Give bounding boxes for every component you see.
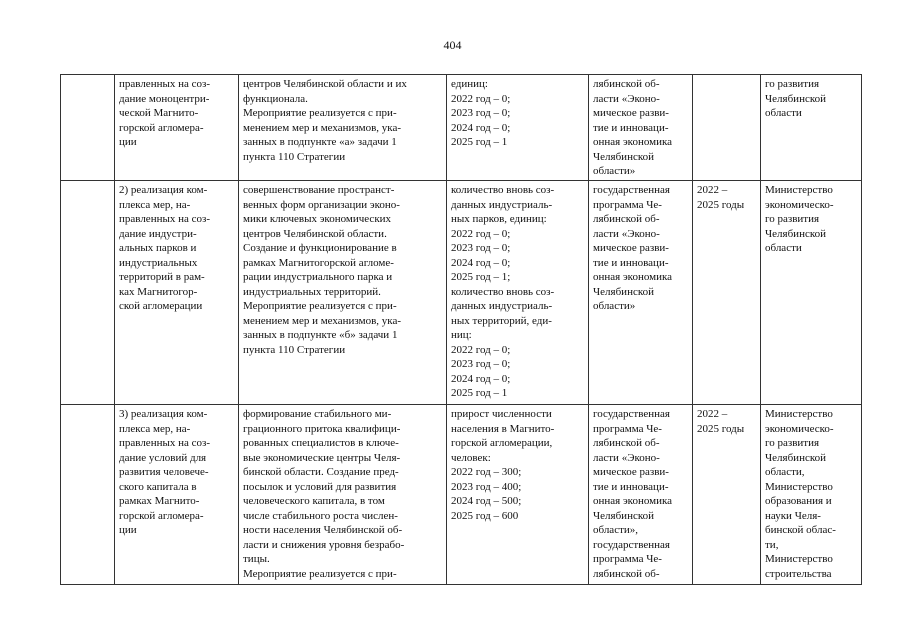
cell-line: грационного притока квалифици-	[243, 422, 401, 435]
cell-line: правленных на соз-	[119, 437, 211, 449]
cell-task	[115, 405, 239, 585]
cell-line: вые экономические центры Челя-	[243, 451, 401, 464]
cell-line: менением мер и механизмов, ука-	[243, 121, 401, 134]
cell-line: ции	[119, 136, 137, 148]
cell-line: го развития	[765, 213, 820, 225]
cell-indicator	[447, 75, 589, 181]
cell-line: го развития	[765, 78, 820, 90]
cell-line: Министерство	[765, 184, 833, 196]
cell-line: мическое разви-	[593, 242, 669, 254]
cell-line: ласти «Эконо-	[593, 451, 660, 464]
cell-line: Министерство	[765, 553, 833, 565]
cell-task	[115, 75, 239, 181]
cell-line: Челябинской	[765, 92, 827, 105]
cell-line: ниц:	[451, 329, 472, 341]
table-row	[61, 405, 862, 585]
cell-task	[115, 181, 239, 405]
cell-line: ных парков, единиц:	[451, 213, 547, 225]
cell-line: онная экономика	[593, 495, 673, 507]
cell-measure	[239, 75, 447, 181]
cell-line: программа Че-	[593, 198, 662, 211]
cell-line: бинской области. Создание пред-	[243, 466, 399, 478]
cell-line: занных в подпункте «а» задачи 1	[243, 136, 397, 148]
cell-line: лябинской об-	[593, 567, 660, 580]
cell-line: 2025 год – 600	[451, 509, 519, 522]
cell-line: Создание и функционирование в	[243, 242, 397, 254]
cell-line: единиц:	[451, 78, 488, 90]
cell-line: ти,	[765, 538, 779, 551]
cell-line: науки Челя-	[765, 509, 821, 522]
cell-line: ческой Магнито-	[119, 107, 199, 119]
cell-line: Министерство	[765, 480, 833, 493]
cell-line: го развития	[765, 437, 820, 449]
cell-line: онная экономика	[593, 136, 673, 148]
cell-executor	[761, 75, 862, 181]
cell-line: 2023 год – 0;	[451, 358, 511, 370]
cell-line: 2) реализация ком-	[119, 184, 208, 196]
cell-line: ции	[119, 524, 137, 536]
cell-line: 2024 год – 0;	[451, 372, 511, 385]
cell-line: лябинской об-	[593, 213, 660, 225]
cell-line: человек:	[451, 451, 491, 464]
cell-line: индустриальных	[119, 256, 198, 269]
cell-line: 2024 год – 0;	[451, 256, 511, 269]
cell-line: венных форм организации эконо-	[243, 198, 400, 211]
cell-line: занных в подпункте «б» задачи 1	[243, 329, 398, 341]
cell-line: 2022 год – 300;	[451, 466, 522, 478]
cell-line: 2025 годы	[697, 198, 745, 211]
table-row	[61, 181, 862, 405]
cell-line: тие и инноваци-	[593, 256, 669, 269]
cell-line: программа Че-	[593, 553, 662, 565]
cell-line: государственная	[593, 408, 670, 420]
cell-line: Челябинской	[593, 150, 655, 163]
page-number: 404	[443, 38, 462, 52]
cell-line: ласти и снижения уровня безрабо-	[243, 538, 405, 551]
cell-line: количество вновь соз-	[451, 184, 555, 196]
cell-program	[589, 181, 693, 405]
cell-line: области	[765, 107, 802, 119]
cell-period	[693, 75, 761, 181]
cell-line: данных индустриаль-	[451, 198, 553, 211]
cell-line: ского капитала в	[119, 480, 197, 493]
cell-line: числе стабильного роста числен-	[243, 509, 398, 522]
cell-line: тие и инноваци-	[593, 121, 669, 134]
cell-line: территорий в рам-	[119, 271, 205, 283]
cell-num	[61, 181, 115, 405]
table-row	[61, 75, 862, 181]
cell-line: программа Че-	[593, 422, 662, 435]
cell-line: прирост численности	[451, 408, 552, 420]
cell-line: правленных на соз-	[119, 78, 211, 90]
cell-line: государственная	[593, 538, 670, 551]
cell-line: области»	[593, 165, 636, 177]
cell-line: Министерство	[765, 408, 833, 420]
cell-line: Мероприятие реализуется с при-	[243, 107, 397, 119]
cell-line: лябинской об-	[593, 78, 660, 90]
cell-line: 2022 год – 0;	[451, 92, 511, 105]
cell-line: центров Челябинской области и их	[243, 78, 407, 90]
cell-line: Челябинской	[765, 451, 827, 464]
cell-line: 2022 год – 0;	[451, 343, 511, 356]
cell-line: горской агломера-	[119, 509, 204, 522]
cell-line: совершенствование пространст-	[243, 184, 395, 196]
cell-line: 2022 год – 0;	[451, 227, 511, 240]
cell-line: тицы.	[243, 553, 270, 565]
cell-line: правленных на соз-	[119, 213, 211, 225]
cell-line: области	[765, 242, 802, 254]
cell-line: ных территорий, еди-	[451, 314, 552, 327]
cell-line: горской агломерации,	[451, 437, 553, 449]
cell-line: 2024 год – 0;	[451, 121, 511, 134]
cell-line: области»,	[593, 524, 639, 536]
cell-line: ской агломерации	[119, 300, 203, 312]
cell-line: функционала.	[243, 92, 308, 105]
measures-table	[60, 74, 862, 585]
cell-line: области»	[593, 300, 636, 312]
cell-measure	[239, 405, 447, 585]
cell-line: 2023 год – 400;	[451, 480, 522, 493]
cell-line: 2025 годы	[697, 422, 745, 435]
cell-line: рованных специалистов в ключе-	[243, 437, 399, 449]
cell-line: посылок и условий для развития	[243, 480, 397, 493]
cell-line: количество вновь соз-	[451, 285, 555, 298]
cell-line: дание моноцентри-	[119, 92, 210, 105]
cell-line: 2023 год – 0;	[451, 242, 511, 254]
cell-num	[61, 405, 115, 585]
cell-line: ности населения Челябинской об-	[243, 524, 403, 536]
cell-line: 2025 год – 1;	[451, 271, 511, 283]
cell-indicator	[447, 405, 589, 585]
cell-line: дание условий для	[119, 451, 207, 464]
cell-period	[693, 181, 761, 405]
cell-line: населения в Магнито-	[451, 422, 555, 435]
cell-line: 2022 –	[697, 184, 728, 196]
cell-line: Челябинской	[593, 285, 655, 298]
cell-executor	[761, 181, 862, 405]
cell-line: государственная	[593, 184, 670, 196]
cell-line: бинской облас-	[765, 524, 836, 536]
cell-line: 2025 год – 1	[451, 387, 508, 399]
cell-line: альных парков и	[119, 242, 197, 254]
cell-program	[589, 405, 693, 585]
cell-line: индустриальных территорий.	[243, 285, 381, 298]
cell-line: формирование стабильного ми-	[243, 408, 392, 420]
cell-line: плекса мер, на-	[119, 422, 191, 435]
cell-line: ласти «Эконо-	[593, 92, 660, 105]
cell-line: тие и инноваци-	[593, 480, 669, 493]
cell-line: развития человече-	[119, 466, 209, 478]
cell-line: дание индустри-	[119, 227, 197, 240]
cell-line: онная экономика	[593, 271, 673, 283]
cell-line: ласти «Эконо-	[593, 227, 660, 240]
cell-line: пункта 110 Стратегии	[243, 343, 346, 356]
cell-line: человеческого капитала, в том	[243, 495, 385, 507]
cell-line: рации индустриального парка и	[243, 271, 393, 283]
cell-program	[589, 75, 693, 181]
cell-line: лябинской об-	[593, 437, 660, 449]
cell-line: ках Магнитогор-	[119, 285, 198, 298]
cell-line: области,	[765, 466, 805, 478]
cell-line: экономическо-	[765, 422, 834, 435]
cell-line: Челябинской	[765, 227, 827, 240]
cell-line: данных индустриаль-	[451, 300, 553, 312]
cell-line: 2022 –	[697, 408, 728, 420]
cell-num	[61, 75, 115, 181]
cell-executor	[761, 405, 862, 585]
cell-measure	[239, 181, 447, 405]
cell-line: рамках Магнито-	[119, 495, 200, 507]
cell-line: мики ключевых экономических	[243, 213, 392, 225]
cell-line: образования и	[765, 495, 832, 507]
cell-line: строительства	[765, 567, 832, 580]
cell-line: экономическо-	[765, 198, 834, 211]
cell-line: Челябинской	[593, 509, 655, 522]
cell-line: 2025 год – 1	[451, 136, 508, 148]
cell-line: плекса мер, на-	[119, 198, 191, 211]
cell-period	[693, 405, 761, 585]
cell-line: мическое разви-	[593, 107, 669, 119]
cell-line: 2023 год – 0;	[451, 107, 511, 119]
cell-indicator	[447, 181, 589, 405]
cell-line: менением мер и механизмов, ука-	[243, 314, 401, 327]
cell-line: пункта 110 Стратегии	[243, 150, 346, 163]
cell-line: Мероприятие реализуется с при-	[243, 300, 397, 312]
cell-line: мическое разви-	[593, 466, 669, 478]
cell-line: рамках Магнитогорской агломе-	[243, 256, 394, 269]
cell-line: 2024 год – 500;	[451, 495, 522, 507]
cell-line: 3) реализация ком-	[119, 408, 208, 420]
cell-line: центров Челябинской области.	[243, 227, 387, 240]
cell-line: горской агломера-	[119, 121, 204, 134]
cell-line: Мероприятие реализуется с при-	[243, 567, 397, 580]
